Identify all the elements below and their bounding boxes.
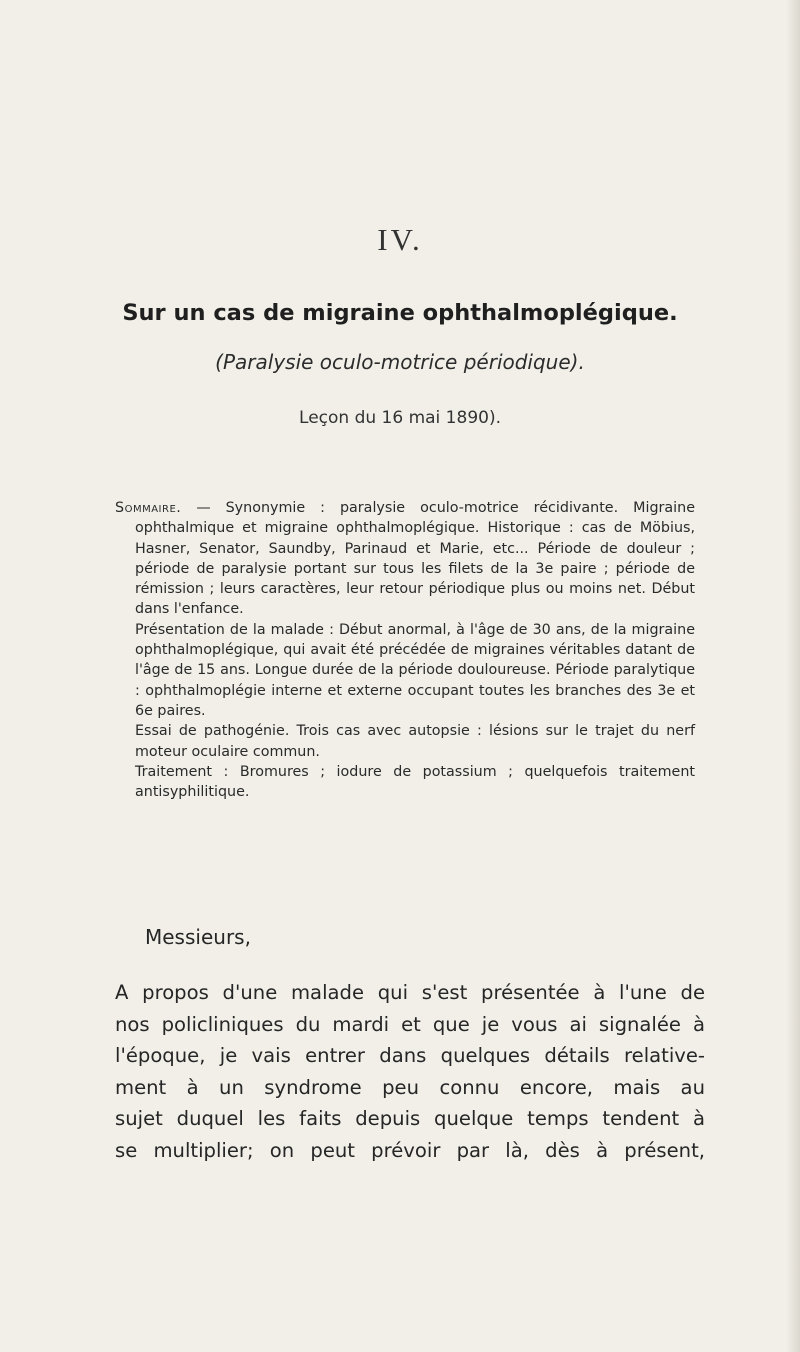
summary-paragraph xyxy=(115,498,695,620)
body-line: ment à un syndrome peu connu encore, mais au xyxy=(115,1075,705,1099)
chapter-subtitle: (Paralysie oculo-motrice périodique). xyxy=(215,350,585,374)
summary-label: Sommaire. xyxy=(115,500,182,516)
body-line: l'époque, je vais entrer dans quelques détails relative- xyxy=(115,1044,705,1067)
body-line: nos policliniques du mardi et que je vous ai signalée à xyxy=(115,1012,705,1036)
body-line: A propos d'une malade qui s'est présentée à l'une de xyxy=(115,981,705,1004)
page-edge-shadow xyxy=(786,0,800,1352)
chapter-number: IV. xyxy=(377,222,423,257)
salutation: Messieurs, xyxy=(145,925,251,949)
chapter-title: Sur un cas de migraine ophthalmoplégique. xyxy=(122,300,678,326)
summary-block xyxy=(115,498,695,802)
summary-paragraph: Présentation de la malade : Début anormal, à l'âge de 30 ans, de la migraine ophthalmoplégique, qui avait été précédée de migraines véritables datant de l'âge de 15 ans. Longue durée de la période douloureuse. Période paralytique : ophthalmoplégie interne et externe occupant toutes les branches des 3e et 6e paires. xyxy=(135,621,695,719)
body-line: sujet duquel les faits depuis quelque temps tendent à xyxy=(115,1107,705,1130)
body-paragraph xyxy=(115,977,705,1166)
lecture-date: Leçon du 16 mai 1890). xyxy=(299,408,501,428)
summary-paragraph: Essai de pathogénie. Trois cas avec autopsie : lésions sur le trajet du nerf moteur oculaire commun. xyxy=(135,723,695,760)
body-line: se multiplier; on peut prévoir par là, dès à présent, xyxy=(115,1138,705,1162)
summary-paragraph: Traitement : Bromures ; iodure de potassium ; quelquefois traitement antisyphilitique. xyxy=(135,763,695,801)
summary-text: — Synonymie : paralysie oculo-motrice récidivante. Migraine ophthalmique et migraine ophthalmoplégique. Historique : cas de Möbius, Hasner, Senator, Saundby, Parinaud et Marie, etc... Période de douleur ; période de paralysie portant sur tous les filets de la 3e paire ; période de rémission ; leurs caractères, leur retour périodique plus ou moins net. Début dans l'enfance. xyxy=(135,500,695,618)
